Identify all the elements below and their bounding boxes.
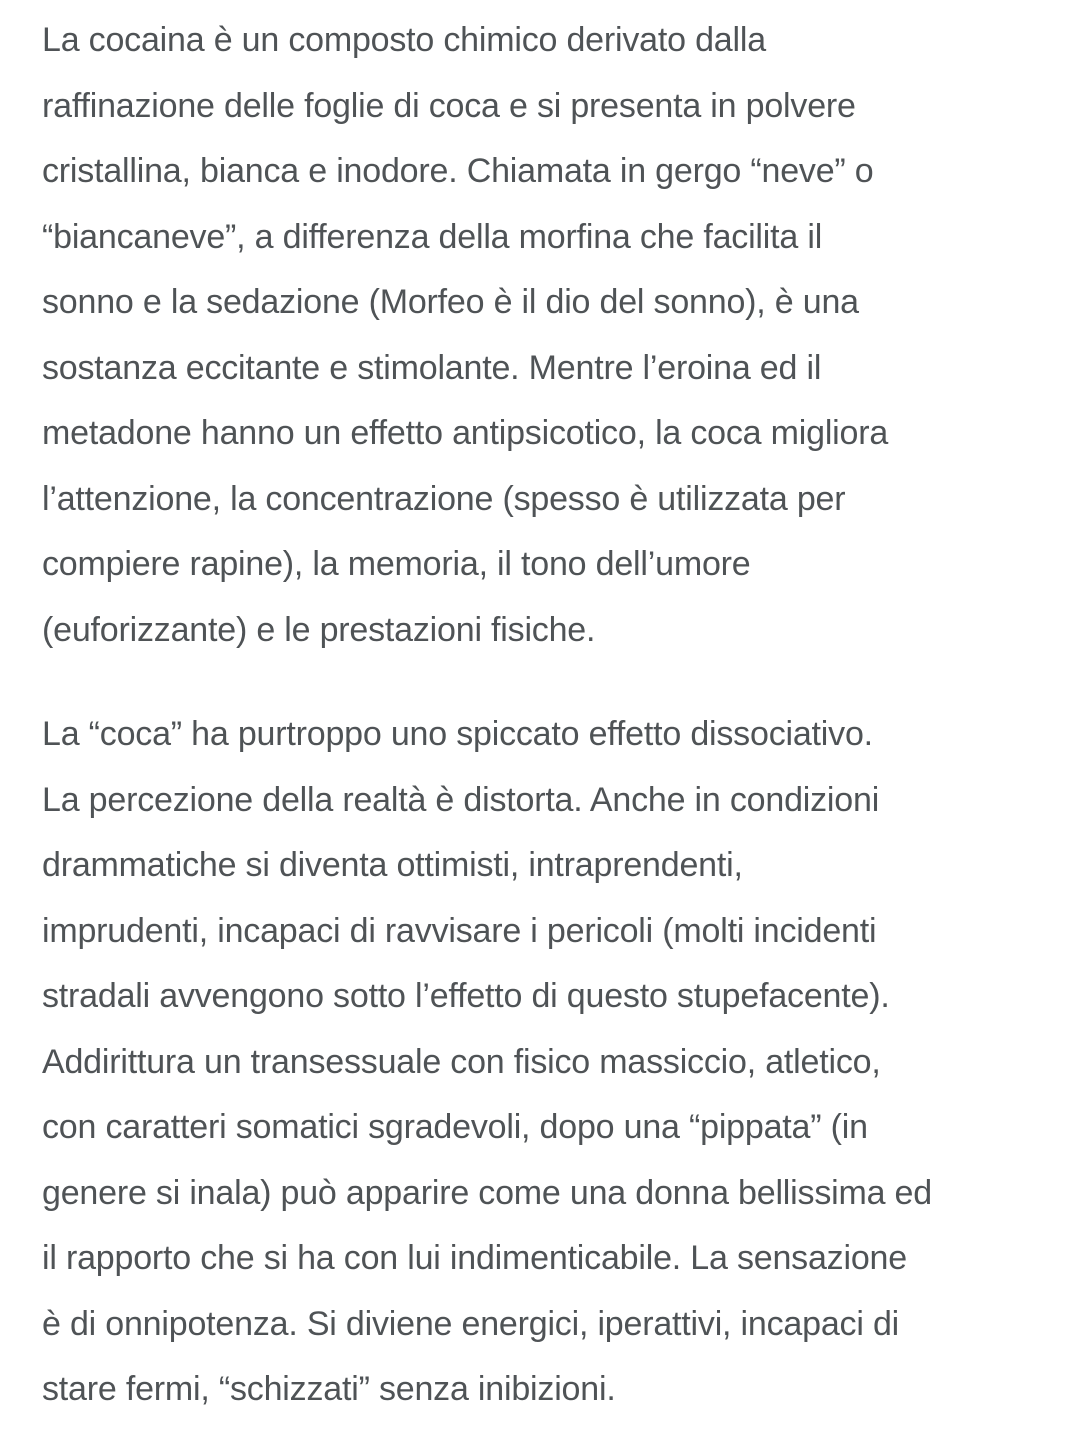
text-line: stradali avvengono sotto l’effetto di questo stupefacente).: [42, 977, 890, 1015]
text-line: La percezione della realtà è distorta. Anche in condizioni: [42, 780, 880, 819]
text-line: l’attenzione, la concentrazione (spesso è utilizzata per: [42, 479, 846, 518]
text-line: sonno e la sedazione (Morfeo è il dio del sonno), è una: [42, 283, 859, 321]
text-line: (euforizzante) e le prestazioni fisiche.: [42, 610, 596, 649]
text-line: La cocaina è un composto chimico derivato dalla: [42, 21, 766, 59]
text-line: il rapporto che si ha con lui indimenticabile. La sensazione: [42, 1239, 907, 1277]
text-line: è di onnipotenza. Si diviene energici, iperattivi, incapaci di: [42, 1304, 900, 1343]
text-line: compiere rapine), la memoria, il tono dell’umore: [42, 545, 751, 583]
text-line: raffinazione delle foglie di coca e si presenta in polvere: [42, 86, 856, 125]
text-line: “biancaneve”, a differenza della morfina che facilita il: [42, 217, 823, 256]
text-line: drammatiche si diventa ottimisti, intraprendenti,: [42, 846, 743, 884]
text-line: metadone hanno un effetto antipsicotico, la coca migliora: [42, 414, 889, 452]
text-line: La “coca” ha purtroppo uno spiccato effetto dissociativo.: [42, 715, 873, 753]
text-line: sostanza eccitante e stimolante. Mentre l’eroina ed il: [42, 348, 822, 387]
paragraph-cocaine-description: [42, 0, 1052, 663]
paragraph-dissociative-effect: [42, 702, 1052, 1423]
text-line: cristallina, bianca e inodore. Chiamata in gergo “neve” o: [42, 152, 874, 190]
text-line: imprudenti, incapaci di ravvisare i pericoli (molti incidenti: [42, 911, 877, 950]
article-body: [42, 0, 1052, 1423]
text-line: con caratteri somatici sgradevoli, dopo una “pippata” (in: [42, 1108, 868, 1146]
text-line: stare fermi, “schizzati” senza inibizioni.: [42, 1370, 616, 1408]
text-line: Addirittura un transessuale con fisico massiccio, atletico,: [42, 1042, 881, 1081]
text-line: genere si inala) può apparire come una donna bellissima ed: [42, 1173, 932, 1212]
